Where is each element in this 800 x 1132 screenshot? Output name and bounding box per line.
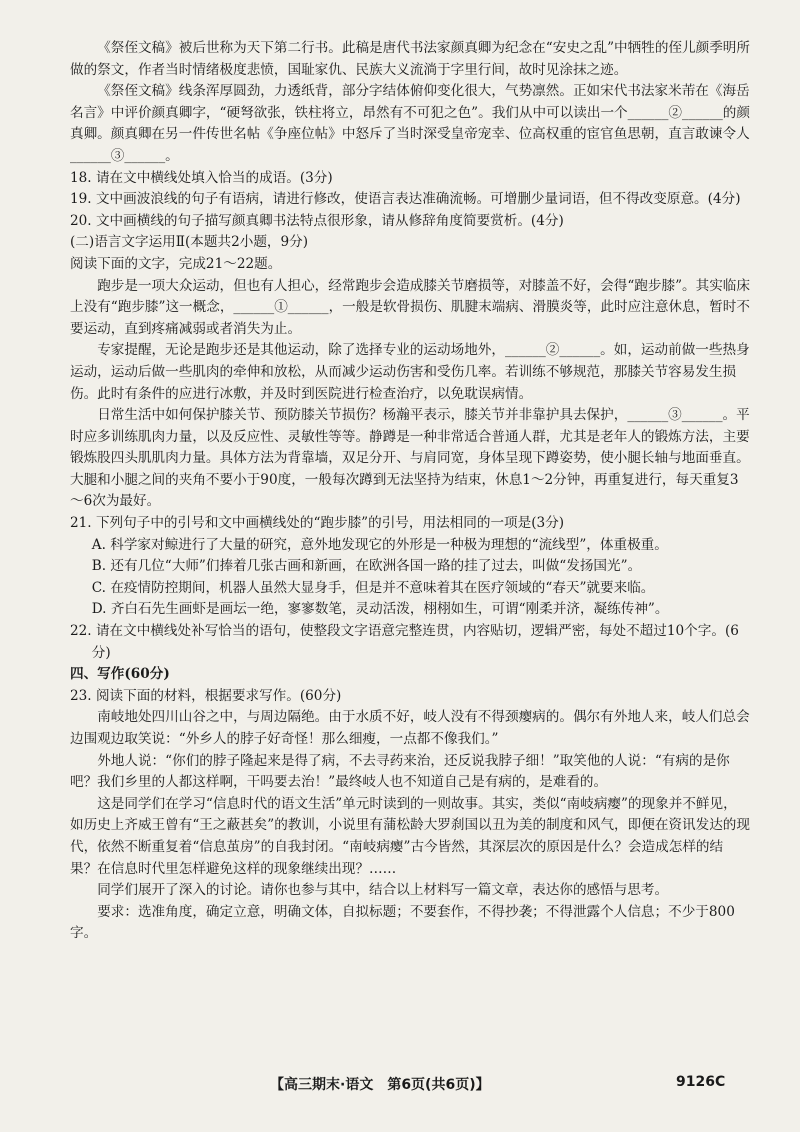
question-23-material-3: 这是同学们在学习“信息时代的语文生活”单元时读到的一则故事。其实，类似“南岐病瘿”的现象并不鲜见，如历史上齐威王曾有“王之蔽甚矣”的教训，小说里有蒲松龄大罗刹国以丑为美的制度和风气，即便在资讯发达的现代，依然不断重复着“信息茧房”的自我封闭。“南岐病瘿”古今皆然，其深层次的原因是什么？会造成怎样的结果？在信息时代里怎样避免这样的现象继续出现？…… <box>70 795 750 877</box>
question-21-option-b: B. 还有几位“大师”们捧着几张古画和新画，在欧洲各国一路的挂了过去，叫做“发扬国光”。 <box>91 558 642 575</box>
footer-page-info: 【高三期末·语文 第6页(共6页)】 <box>270 1077 490 1093</box>
section-2-title: (二)语言文字运用Ⅱ(本题共2小题，9分) <box>70 234 309 251</box>
question-21-stem: 21. 下列句子中的引号和文中画横线处的“跑步膝”的引号，用法相同的一项是(3分) <box>70 515 565 532</box>
passage1-paragraph-2: 《祭侄文稿》线条浑厚圆劲，力透纸背，部分字结体俯仰变化很大，气势凛然。正如宋代书法家米芾在《海岳名言》中评价颜真卿字，“硬弩欲张，铁柱将立，昂然有不可犯之色”。我们从中可以读出一个______②______的颜真卿。颜真卿在另一件传世名帖《争座位帖》中怒斥了当时深受皇帝宠幸、位高权重的宦官鱼思朝，直言敢谏令人______③______。 <box>70 83 750 164</box>
passage1-paragraph-1: 《祭侄文稿》被后世称为天下第二行书。此稿是唐代书法家颜真卿为纪念在“安史之乱”中牺牲的侄儿颜季明所做的祭文，作者当时情绪极度悲愤，国耻家仇、民族大义流淌于字里行间，故时见涂抹之迹。 <box>70 40 750 78</box>
question-21-option-d: D. 齐白石先生画虾是画坛一绝，寥寥数笔，灵动活泼，栩栩如生，可谓“刚柔并济，凝练传神”。 <box>91 601 669 618</box>
page-footer <box>0 1074 800 1098</box>
question-23-material-1: 南岐地处四川山谷之中，与周边隔绝。由于水质不好，岐人没有不得颈瘿病的。偶尔有外地人来，岐人们总会边围观边取笑说：“外乡人的脖子好奇怪！那么细瘦，一点都不像我们。” <box>70 709 750 747</box>
section-2-instruction: 阅读下面的文字，完成21～22题。 <box>70 255 282 272</box>
question-23-task: 同学们展开了深入的讨论。请你也参与其中，结合以上材料写一篇文章，表达你的感悟与思考。 <box>97 882 669 899</box>
question-18: 18. 请在文中横线处填入恰当的成语。(3分) <box>70 169 333 186</box>
passage2-paragraph-1: 跑步是一项大众运动，但也有人担心，经常跑步会造成膝关节磨损等，对膝盖不好，会得“跑步膝”。其实临床上没有“跑步膝”这一概念，______①______，一般是软骨损伤、肌腱末端病、滑膜炎等，此时应注意休息，暂时不要运动，直到疼痛减弱或者消失为止。 <box>70 277 750 337</box>
question-23-stem: 23. 阅读下面的材料，根据要求写作。(60分) <box>70 687 342 704</box>
exam-page <box>70 38 750 945</box>
passage2-paragraph-2: 专家提醒，无论是跑步还是其他运动，除了选择专业的运动场地外，______②______。如，运动前做一些热身运动，运动后做一些肌肉的牵伸和放松，从而减少运动伤害和受伤几率。若训练不够规范，那膝关节容易发生损伤。此时有条件的应进行冰敷，并及时到医院进行检查治疗，以免耽误病情。 <box>70 342 750 402</box>
question-19: 19. 文中画波浪线的句子有语病，请进行修改，使语言表达准确流畅。可增删少量词语，但不得改变原意。(4分) <box>70 191 741 208</box>
question-23-material-2: 外地人说：“你们的脖子隆起来是得了病，不去寻药来治，还反说我脖子细！”取笑他的人说：“有病的是你吧？我们乡里的人都这样啊，干吗要去治！”最终岐人也不知道自己是有病的，是难看的。 <box>70 752 730 791</box>
section-4-title: 四、写作(60分) <box>70 666 170 683</box>
question-21-option-c: C. 在疫情防控期间，机器人虽然大显身手，但是并不意味着其在医疗领域的“春天”就要来临。 <box>91 579 655 596</box>
question-22: 22. 请在文中横线处补写恰当的语句，使整段文字语意完整连贯，内容贴切，逻辑严密，每处不超过10个字。(6分) <box>70 623 739 661</box>
passage2-paragraph-3: 日常生活中如何保护膝关节、预防膝关节损伤？杨瀚平表示，膝关节并非靠护具去保护，______③______。平时应多训练肌肉力量，以及反应性、灵敏性等等。静蹲是一种非常适合普通人群，尤其是老年人的锻炼方法，主要锻炼股四头肌肌肉力量。具体方法为背靠墙，双足分开、与肩同宽，身体呈现下蹲姿势，使小腿长轴与地面垂直。大腿和小腿之间的夹角不要小于90度，一般每次蹲到无法坚持为结束，休息1～2分钟，再重复进行，每天重复3～6次为最好。 <box>70 407 750 510</box>
footer-exam-code: 9126C <box>676 1074 726 1090</box>
question-20: 20. 文中画横线的句子描写颜真卿书法特点很形象，请从修辞角度简要赏析。(4分) <box>70 212 564 229</box>
question-21-option-a: A. 科学家对鲸进行了大量的研究，意外地发现它的外形是一种极为理想的“流线型”，体重极重。 <box>91 536 668 553</box>
question-23-requirements: 要求：选准角度，确定立意，明确文体，自拟标题；不要套作，不得抄袭；不得泄露个人信息；不少于800字。 <box>70 903 735 942</box>
